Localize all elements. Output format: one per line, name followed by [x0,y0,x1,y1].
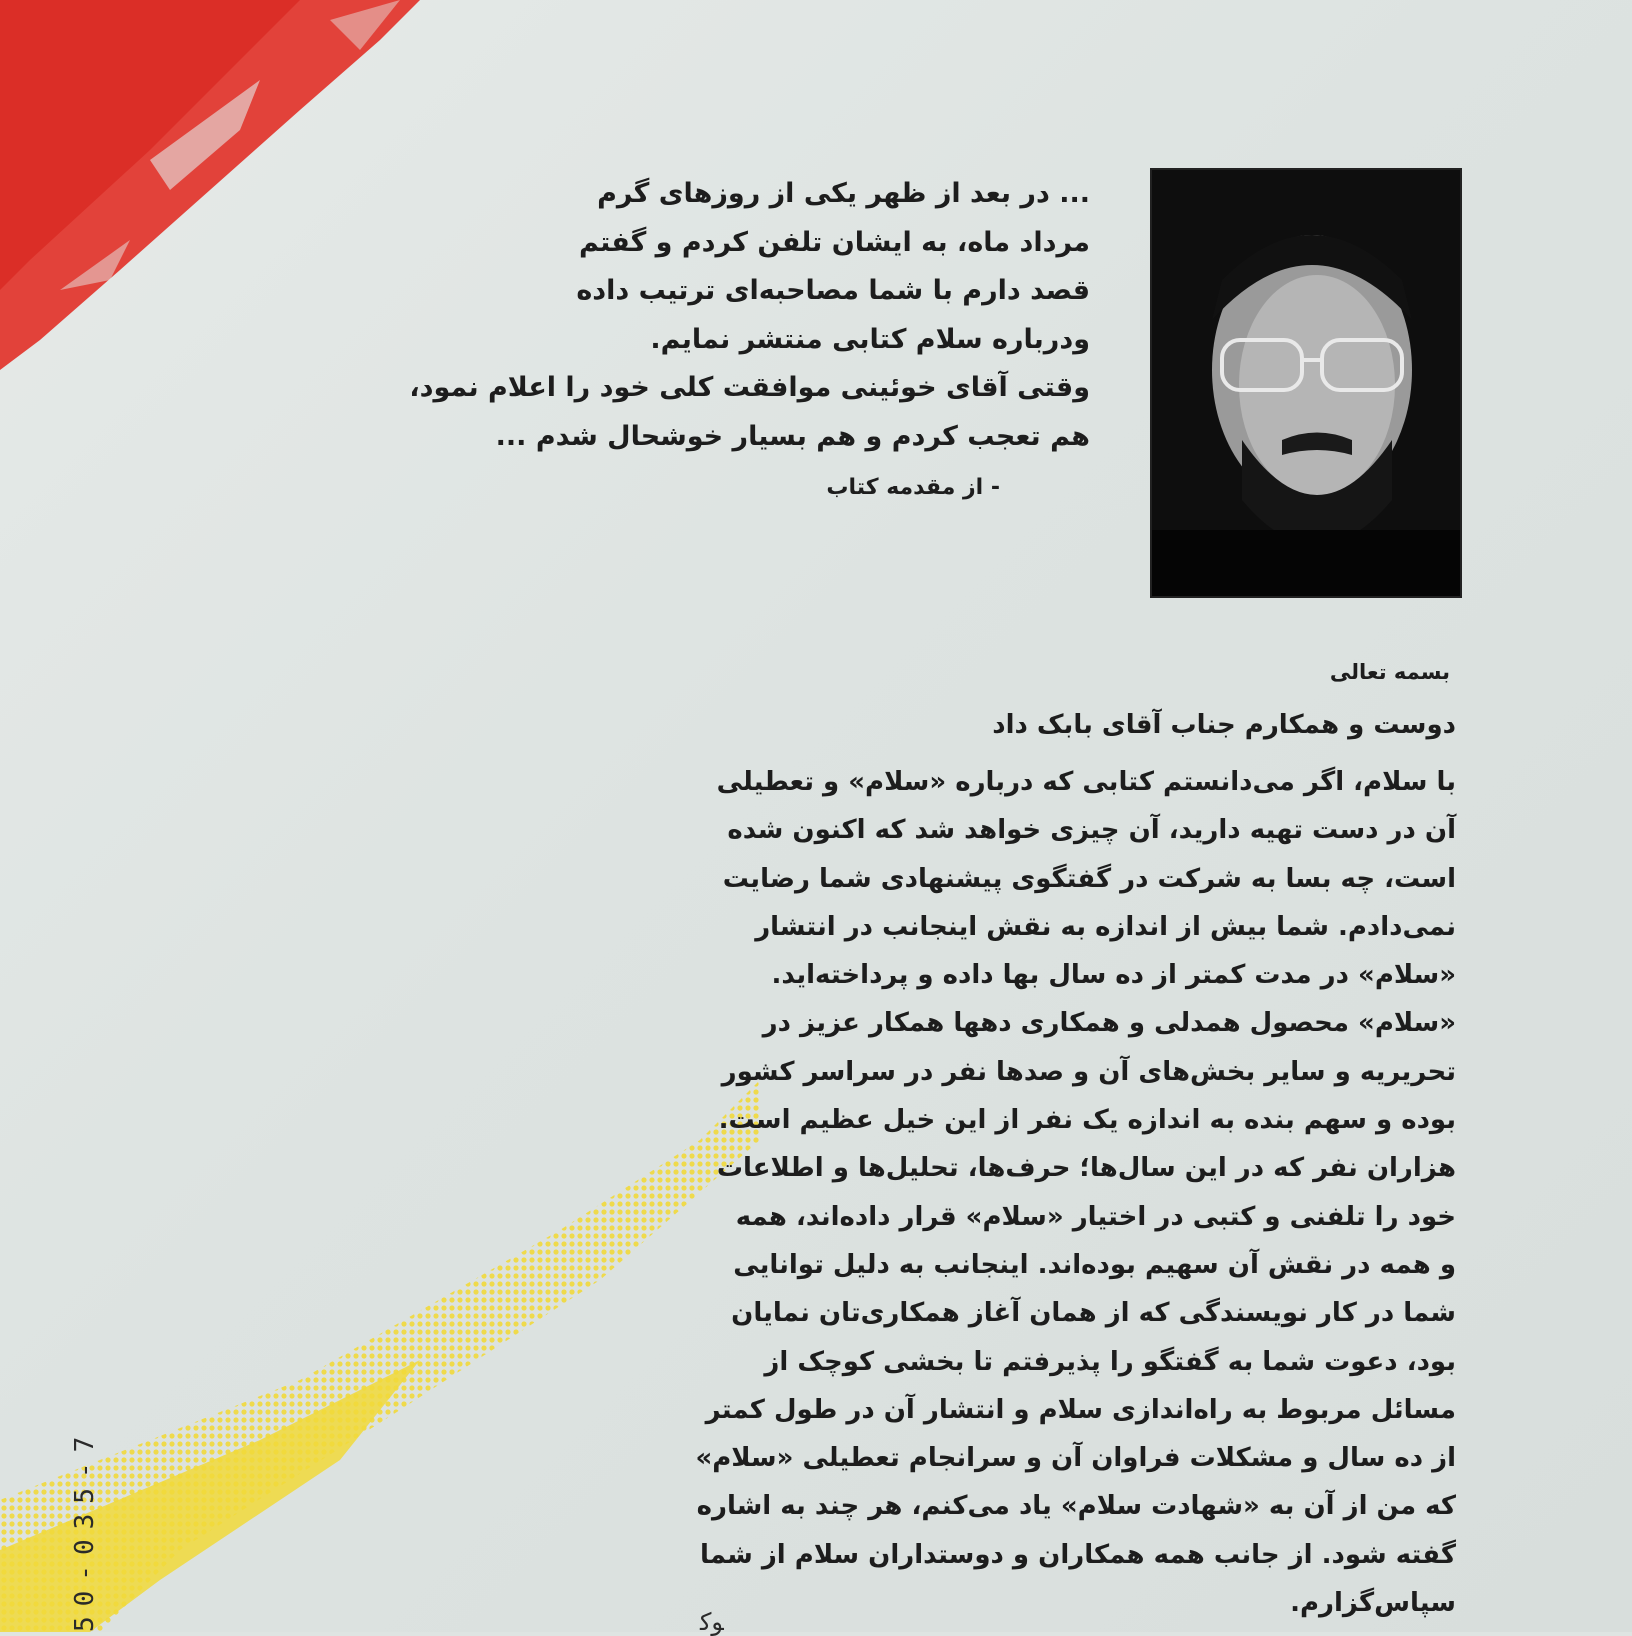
letter-line: و همه در نقش آن سهیم بوده‌اند. اینجانب به دلیل توانایی [733,1249,1456,1280]
signature-fragment: ﻮﻛ [700,1608,724,1636]
isbn-number: 50-035-7 [70,1426,100,1632]
letter-line: شما در کار نویسندگی که از همان آغاز همکاری‌تان نمایان [731,1298,1456,1329]
quote-line: ودرباره سلام کتابی منتشر نمایم. [650,323,1090,355]
letter-line: مسائل مربوط به راه‌اندازی سلام و انتشار آن در طول کمتر [705,1394,1456,1425]
letter-line: آن در دست تهیه دارید، آن چیزی خواهد شد که اکنون شده [727,815,1456,846]
letter-line: «سلام» محصول همدلی و همکاری دهها همکار عزیز در [762,1008,1456,1039]
quote-line: ... در بعد از ظهر یکی از روزهای گرم [597,178,1090,209]
letter-heading: بسمه تعالی [1329,660,1450,684]
letter-body [610,758,1456,1627]
quote-line: وقتی آقای خوئینی موافقت کلی خود را اعلام نمود، [409,372,1090,403]
portrait-image [1152,170,1460,596]
letter-line: تحریریه و سایر بخش‌های آن و صدها نفر در سراسر کشور [721,1056,1456,1087]
letter-line: بود، دعوت شما به گفتگو را پذیرفتم تا بخشی کوچک از [764,1346,1456,1377]
book-excerpt-quote [360,170,1090,461]
letter-line: «سلام» در مدت کمتر از ده سال بها داده و پرداخته‌اید. [771,960,1456,991]
letter-line: از ده سال و مشکلات فراوان آن و سرانجام تعطیلی «سلام» [695,1443,1456,1474]
quote-line: هم تعجب کردم و هم بسیار خوشحال شدم ... [495,420,1090,452]
letter-line: سپاس‌گزارم. [1290,1588,1456,1619]
letter-line: نمی‌دادم. شما بیش از اندازه به نقش اینجانب در انتشار [755,911,1456,942]
letter-line: است، چه بسا به شرکت در گفتگوی پیشنهادی شما رضایت [722,863,1456,894]
quote-line: مرداد ماه، به ایشان تلفن کردم و گفتم [578,226,1090,258]
letter-line: هزاران نفر که در این سال‌ها؛ حرف‌ها، تحلیل‌ها و اطلاعات [716,1153,1456,1184]
letter-line: بوده و سهم بنده به اندازه یک نفر از این خیل عظیم است. [718,1105,1456,1136]
letter-greeting: دوست و همکارم جناب آقای بابک داد [992,710,1456,740]
letter-line: با سلام، اگر می‌دانستم کتابی که درباره «سلام» و تعطیلی [716,767,1456,797]
letter-line: که من از آن به «شهادت سلام» یاد می‌کنم، هر چند به اشاره [696,1491,1456,1522]
author-portrait [1150,168,1462,598]
letter-line: گفته شود. از جانب همه همکاران و دوستداران سلام از شما [700,1539,1456,1570]
quote-line: قصد دارم با شما مصاحبه‌ای ترتیب داده [576,275,1090,306]
quote-attribution: - از مقدمه کتاب [826,475,1000,500]
letter-line: خود را تلفنی و کتبی در اختیار «سلام» قرار داده‌اند، همه [735,1201,1456,1232]
